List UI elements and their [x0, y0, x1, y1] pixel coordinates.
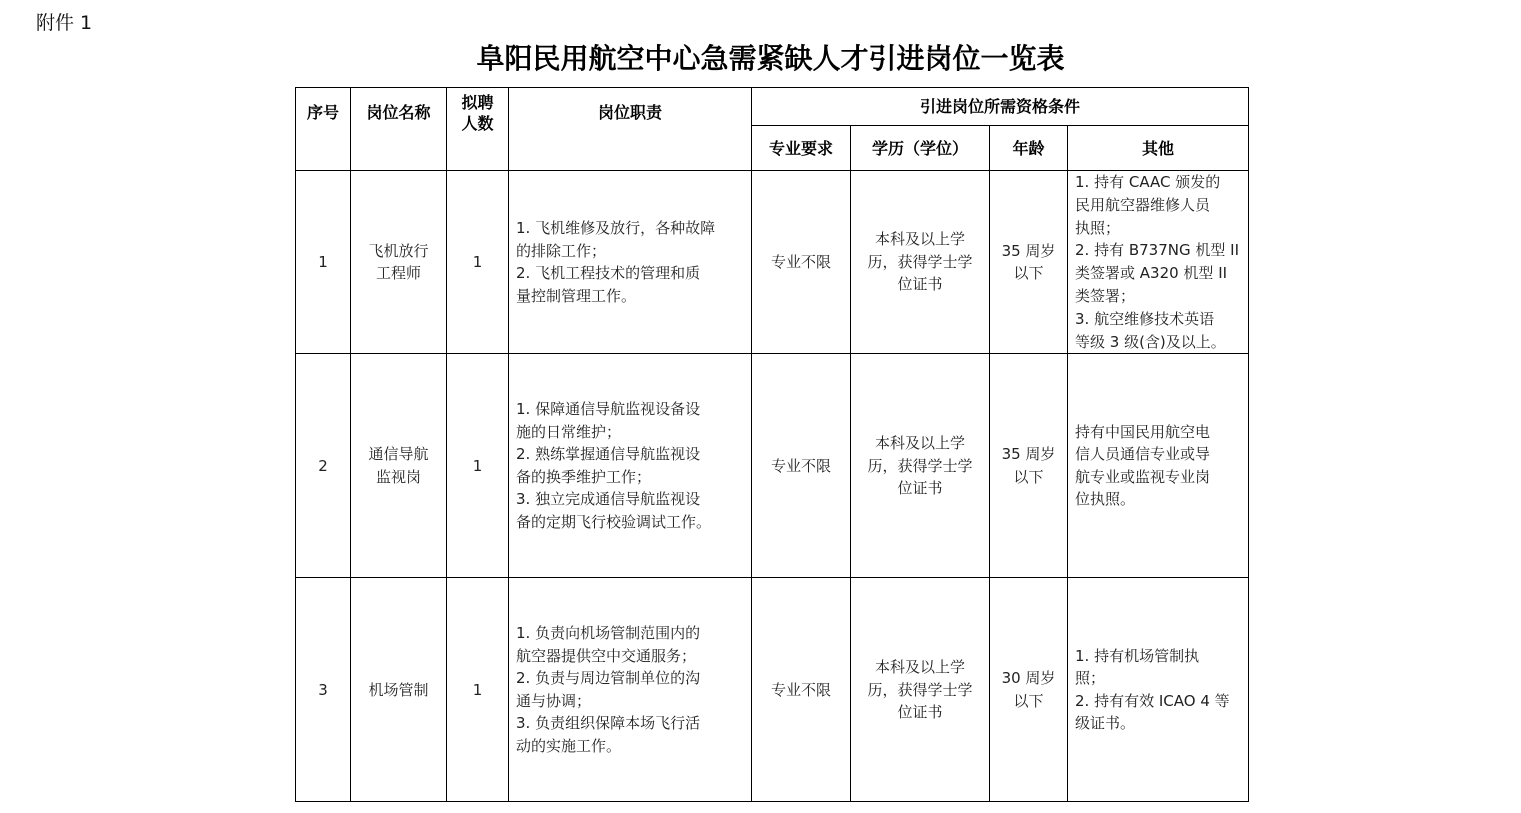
cell-age — [990, 171, 1068, 354]
duty-line: 1. 负责向机场管制范围内的 — [516, 624, 701, 643]
position-name-line: 机场管制 — [368, 680, 429, 699]
other-line: 3. 航空维修技术英语 — [1075, 309, 1215, 328]
cell-headcount: 1 — [447, 354, 509, 578]
age-line: 以下 — [1013, 467, 1044, 486]
cell-other — [1068, 171, 1249, 354]
position-name-line: 飞机放行 — [368, 241, 429, 260]
header-major: 专业要求 — [752, 126, 851, 171]
cell-duties — [509, 354, 752, 578]
age-line: 35 周岁 — [1001, 241, 1056, 260]
other-line: 1. 持有机场管制执 — [1075, 646, 1200, 665]
cell-position-name — [351, 354, 447, 578]
duty-line: 2. 负责与周边管制单位的沟 — [516, 669, 701, 688]
other-line: 照； — [1075, 669, 1106, 688]
cell-seq: 1 — [296, 171, 351, 354]
cell-major: 专业不限 — [752, 354, 851, 578]
cell-seq: 2 — [296, 354, 351, 578]
header-headcount — [447, 88, 509, 171]
cell-seq: 3 — [296, 578, 351, 802]
duty-line: 备的换季维护工作； — [516, 467, 652, 486]
header-row-1 — [296, 88, 1249, 126]
cell-headcount: 1 — [447, 578, 509, 802]
age-line: 以下 — [1013, 264, 1044, 283]
other-line: 信人员通信专业或导 — [1075, 445, 1211, 464]
cell-other — [1068, 354, 1249, 578]
cell-age — [990, 354, 1068, 578]
other-line: 2. 持有有效 ICAO 4 等 — [1075, 691, 1230, 710]
duty-line: 量控制管理工作。 — [516, 286, 637, 305]
header-headcount-text: 拟聘人数 — [461, 93, 494, 133]
cell-duties — [509, 578, 752, 802]
position-name-line: 工程师 — [375, 264, 421, 283]
education-line: 历，获得学士学 — [867, 252, 973, 271]
duty-line: 备的定期飞行校验调试工作。 — [516, 512, 712, 531]
cell-headcount: 1 — [447, 171, 509, 354]
duty-line: 2. 熟练掌握通信导航监视设 — [516, 445, 701, 464]
education-line: 本科及以上学 — [874, 230, 965, 249]
header-education: 学历（学位） — [851, 126, 990, 171]
other-line: 类签署或 A320 机型 II — [1075, 264, 1228, 283]
table-row — [296, 354, 1249, 578]
duty-line: 2. 飞机工程技术的管理和质 — [516, 264, 701, 283]
cell-education — [851, 578, 990, 802]
cell-major: 专业不限 — [752, 171, 851, 354]
table-row — [296, 171, 1249, 354]
header-qualifications-group: 引进岗位所需资格条件 — [752, 88, 1249, 126]
other-line: 民用航空器维修人员 — [1075, 195, 1211, 214]
education-line: 位证书 — [897, 275, 943, 294]
age-line: 30 周岁 — [1001, 669, 1056, 688]
duty-line: 3. 负责组织保障本场飞行活 — [516, 714, 701, 733]
education-line: 本科及以上学 — [874, 434, 965, 453]
other-line: 执照； — [1075, 218, 1121, 237]
cell-major: 专业不限 — [752, 578, 851, 802]
header-other: 其他 — [1068, 126, 1249, 171]
cell-position-name — [351, 578, 447, 802]
education-line: 位证书 — [897, 479, 943, 498]
cell-other — [1068, 578, 1249, 802]
duty-line: 3. 独立完成通信导航监视设 — [516, 490, 701, 509]
other-line: 2. 持有 B737NG 机型 II — [1075, 241, 1239, 260]
position-name-line: 通信导航 — [368, 445, 429, 464]
positions-table — [295, 87, 1249, 802]
other-line: 级证书。 — [1075, 714, 1136, 733]
duty-line: 通与协调； — [516, 691, 592, 710]
age-line: 以下 — [1013, 691, 1044, 710]
header-seq: 序号 — [296, 88, 351, 171]
duty-line: 航空器提供空中交通服务； — [516, 646, 697, 665]
education-line: 历，获得学士学 — [867, 680, 973, 699]
other-line: 等级 3 级(含)及以上。 — [1075, 332, 1226, 351]
duty-line: 施的日常维护； — [516, 422, 622, 441]
education-line: 位证书 — [897, 703, 943, 722]
header-duties: 岗位职责 — [509, 88, 752, 171]
cell-education — [851, 354, 990, 578]
cell-duties — [509, 171, 752, 354]
table-row — [296, 578, 1249, 802]
cell-age — [990, 578, 1068, 802]
age-line: 35 周岁 — [1001, 445, 1056, 464]
duty-line: 1. 保障通信导航监视设备设 — [516, 400, 701, 419]
header-position-name: 岗位名称 — [351, 88, 447, 171]
header-age: 年龄 — [990, 126, 1068, 171]
other-line: 航专业或监视专业岗 — [1075, 467, 1211, 486]
other-line: 1. 持有 CAAC 颁发的 — [1075, 173, 1221, 191]
duty-line: 的排除工作； — [516, 241, 607, 260]
education-line: 本科及以上学 — [874, 658, 965, 677]
attachment-label: 附件 1 — [36, 12, 93, 34]
page-title: 阜阳民用航空中心急需紧缺人才引进岗位一览表 — [476, 42, 1065, 75]
cell-education — [851, 171, 990, 354]
duty-line: 1. 飞机维修及放行，各种故障 — [516, 219, 716, 238]
cell-position-name — [351, 171, 447, 354]
other-line: 类签署； — [1075, 286, 1136, 305]
other-line: 位执照。 — [1075, 490, 1136, 509]
position-name-line: 监视岗 — [375, 467, 421, 486]
education-line: 历，获得学士学 — [867, 456, 973, 475]
other-line: 持有中国民用航空电 — [1075, 422, 1211, 441]
duty-line: 动的实施工作。 — [516, 736, 622, 755]
